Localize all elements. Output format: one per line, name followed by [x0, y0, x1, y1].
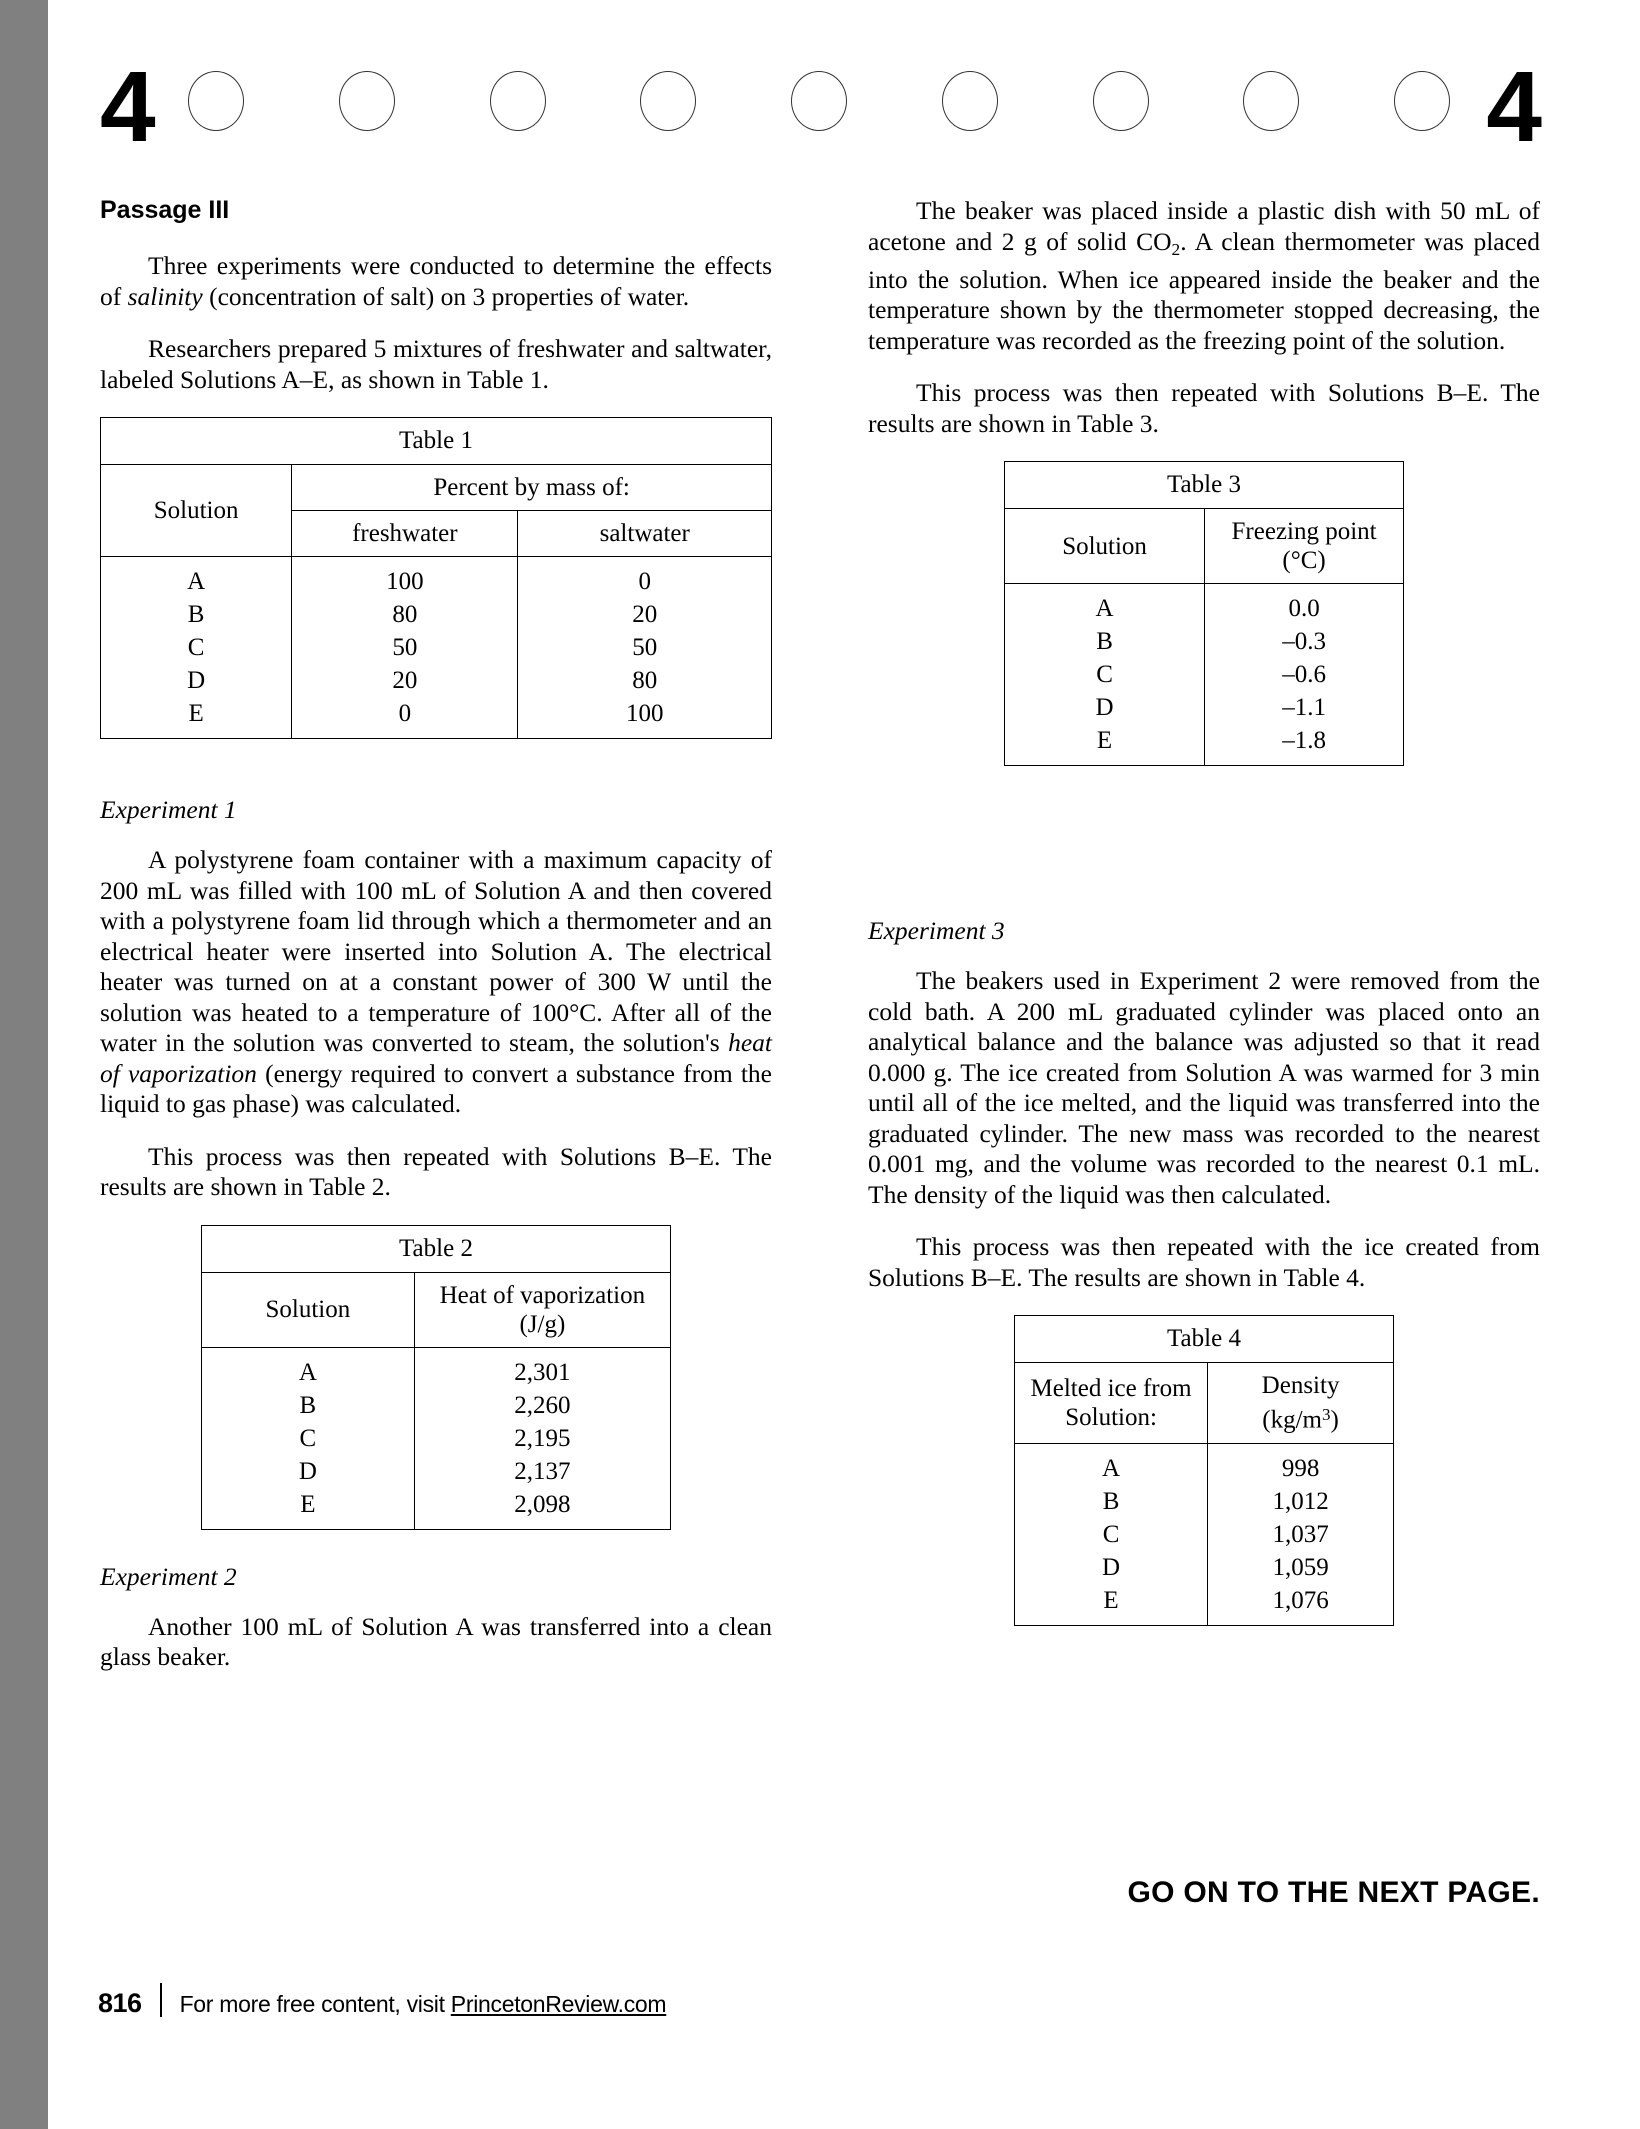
table-2-cell-value: 2,137: [414, 1455, 670, 1488]
table-row: [202, 1347, 671, 1389]
go-on-to-next-page-notice: GO ON TO THE NEXT PAGE.: [1127, 1876, 1540, 1909]
table-4-cell-value: 1,037: [1208, 1518, 1394, 1551]
table-row: [101, 465, 772, 511]
section-number-right: 4: [1486, 51, 1540, 163]
section-number-left: 4: [100, 51, 154, 163]
experiment-2-heading: Experiment 2: [100, 1561, 237, 1591]
table-1-wrapper: [100, 417, 772, 765]
table-4-header-value-line2-pre: (kg/m: [1262, 1406, 1322, 1434]
table-1-cell-freshwater: 50: [292, 631, 518, 664]
table-3: [1004, 461, 1404, 766]
table-4-header-value-line1: Density: [1261, 1372, 1340, 1400]
table-2-header-value-line2: (J/g): [519, 1310, 566, 1338]
header-circle-icon: [339, 71, 395, 131]
table-1: [100, 417, 772, 739]
table-4-cell-solution: D: [1015, 1551, 1208, 1584]
exp2-text-b: . A clean thermometer was placed into the solution. When ice appeared inside the beaker and the temperature shown by the thermometer stopped decreasing, the temperature was recorded as the freezing point of the solution.: [868, 226, 1540, 355]
table-2-cell-value: 2,195: [414, 1422, 670, 1455]
table-1-cell-freshwater: 0: [292, 697, 518, 739]
table-3-cell-solution: D: [1005, 691, 1205, 724]
header-circle-icon: [1093, 71, 1149, 131]
table-1-cell-freshwater: 80: [292, 598, 518, 631]
table-row: [101, 598, 772, 631]
co2-subscript: 2: [1171, 239, 1181, 259]
table-3-header-value: [1205, 509, 1404, 584]
table-1-cell-saltwater: 20: [518, 598, 772, 631]
table-3-header-value-line1: Freezing point: [1231, 518, 1377, 546]
table-2-cell-value: 2,260: [414, 1389, 670, 1422]
table-3-cell-value: –1.1: [1205, 691, 1404, 724]
experiment-2-paragraph-1: Another 100 mL of Solution A was transferred into a clean glass beaker.: [100, 1611, 772, 1671]
table-3-cell-value: –1.8: [1205, 724, 1404, 766]
table-row: [1005, 691, 1404, 724]
experiment-2-paragraph-3: This process was then repeated with Solutions B–E. The results are shown in Table 3.: [868, 378, 1540, 438]
table-4-cell-value: 1,059: [1208, 1551, 1394, 1584]
intro-paragraph-2: Researchers prepared 5 mixtures of freshwater and saltwater, labeled Solutions A–E, as shown in Table 1.: [100, 334, 772, 394]
table-4-title: Table 4: [1015, 1316, 1394, 1363]
table-row: [1005, 584, 1404, 626]
table-1-cell-solution: B: [101, 598, 292, 631]
table-row: [1015, 1316, 1394, 1363]
table-4-cell-solution: C: [1015, 1518, 1208, 1551]
table-row: [101, 418, 772, 465]
table-3-cell-solution: A: [1005, 584, 1205, 626]
table-row: [1015, 1584, 1394, 1626]
table-4-cell-solution: A: [1015, 1443, 1208, 1485]
table-1-header-solution: Solution: [101, 465, 292, 557]
table-4-cell-solution: E: [1015, 1584, 1208, 1626]
table-4-header-solution-line2: Solution:: [1065, 1404, 1157, 1432]
table-1-subheader-saltwater: saltwater: [518, 511, 772, 557]
table-2-header-value-line1: Heat of vaporization: [439, 1281, 646, 1309]
table-1-cell-solution: E: [101, 697, 292, 739]
intro-paragraph-1: Three experiments were conducted to determine the effects of salinity (concentration of salt) on 3 properties of water.: [100, 251, 772, 311]
italic-term-heat-of-vaporization: heat of vaporization: [100, 1028, 772, 1088]
table-2-wrapper: [100, 1225, 772, 1556]
table-row: [1015, 1485, 1394, 1518]
table-row: [101, 557, 772, 599]
page-header-band: [100, 51, 1540, 165]
table-1-cell-solution: D: [101, 664, 292, 697]
table-4-cell-value: 998: [1208, 1443, 1394, 1485]
table-3-header-value-line2: (°C): [1282, 547, 1326, 575]
table-row: [202, 1422, 671, 1455]
header-circle-row: [188, 71, 1450, 131]
table-row: [1015, 1443, 1394, 1485]
experiment-3-heading: Experiment 3: [868, 916, 1005, 946]
table-4-header-solution: [1015, 1363, 1208, 1444]
table-3-wrapper: [868, 461, 1540, 792]
experiment-3-paragraph-2: This process was then repeated with the ice created from Solutions B–E. The results are shown in Table 4.: [868, 1232, 1540, 1292]
table-4-header-solution-line1: Melted ice from: [1030, 1375, 1192, 1403]
table-row: [202, 1488, 671, 1530]
table-1-cell-saltwater: 0: [518, 557, 772, 599]
page-edge-gray-bar: [0, 0, 48, 2129]
table-4: [1014, 1315, 1394, 1626]
table-4-wrapper: [868, 1315, 1540, 1652]
table-4-header-value: [1208, 1363, 1394, 1444]
table-1-cell-freshwater: 100: [292, 557, 518, 599]
table-3-cell-value: –0.3: [1205, 625, 1404, 658]
table-3-cell-value: 0.0: [1205, 584, 1404, 626]
header-circle-icon: [188, 71, 244, 131]
table-row: [101, 631, 772, 664]
table-row: [1005, 658, 1404, 691]
table-row: [1005, 462, 1404, 509]
table-2-cell-solution: D: [202, 1455, 415, 1488]
experiment-2-paragraph-2: [868, 196, 1540, 356]
table-2-cell-solution: E: [202, 1488, 415, 1530]
table-row: [1005, 724, 1404, 766]
left-column: [100, 196, 772, 1695]
table-2-cell-solution: A: [202, 1347, 415, 1389]
table-4-cell-solution: B: [1015, 1485, 1208, 1518]
table-1-cell-saltwater: 50: [518, 631, 772, 664]
table-2-header-value: [414, 1272, 670, 1347]
table-1-cell-saltwater: 80: [518, 664, 772, 697]
page-number: 816: [98, 1988, 142, 2018]
table-3-cell-solution: E: [1005, 724, 1205, 766]
footer-divider: [160, 1983, 162, 2017]
table-2-cell-solution: B: [202, 1389, 415, 1422]
header-circle-icon: [942, 71, 998, 131]
table-2-cell-value: 2,301: [414, 1347, 670, 1389]
table-row: [1005, 625, 1404, 658]
table-3-cell-solution: B: [1005, 625, 1205, 658]
header-circle-icon: [490, 71, 546, 131]
footer-note-link[interactable]: PrincetonReview.com: [450, 1991, 667, 2017]
table-1-subheader-freshwater: freshwater: [292, 511, 518, 557]
table-4-cell-value: 1,012: [1208, 1485, 1394, 1518]
exp1-text-post: (energy required to convert a substance from the liquid to gas phase) was calculated.: [100, 1058, 772, 1118]
exp1-text-pre: A polystyrene foam container with a maximum capacity of 200 mL was filled with 100 mL of Solution A and then covered with a polystyrene foam lid through which a thermometer and an electrical heater were inserted into Solution A. The electrical heater was turned on at a constant power of 300 W until the solution was heated to a temperature of 100°C. After all of the water in the solution was converted to steam, the solution's: [100, 845, 772, 1057]
header-circle-icon: [1394, 71, 1450, 131]
table-row: [101, 697, 772, 739]
table-1-cell-freshwater: 20: [292, 664, 518, 697]
experiment-1-heading: Experiment 1: [100, 795, 237, 824]
table-1-cell-solution: C: [101, 631, 292, 664]
table-row: [1015, 1363, 1394, 1444]
italic-term-salinity: salinity: [127, 281, 203, 311]
table-row: [202, 1389, 671, 1422]
cubic-superscript: 3: [1322, 1405, 1331, 1425]
table-row: [202, 1455, 671, 1488]
table-1-cell-saltwater: 100: [518, 697, 772, 739]
table-1-group-header: Percent by mass of:: [292, 465, 772, 511]
column-spacer: [868, 792, 1540, 910]
table-row: [202, 1225, 671, 1272]
table-2-title: Table 2: [202, 1225, 671, 1272]
exp2-text-a: The beaker was placed inside a plastic dish with 50 mL of acetone and 2 g of solid CO: [868, 196, 1540, 256]
table-row: [202, 1272, 671, 1347]
passage-title: Passage III: [100, 196, 230, 224]
experiment-1-paragraph-1: [100, 845, 772, 1120]
experiment-3-paragraph-1: The beakers used in Experiment 2 were removed from the cold bath. A 200 mL graduated cylinder was placed onto an analytical balance and the balance was adjusted so that it read 0.000 g. The ice created from Solution A was warmed for 3 min until all of the ice melted, and the liquid was transferred into the graduated cylinder. The new mass was recorded to the nearest 0.001 mg, and the volume was recorded to the nearest 0.1 mL. The density of the liquid was then calculated.: [868, 966, 1540, 1209]
table-4-cell-value: 1,076: [1208, 1584, 1394, 1626]
table-2-header-solution: Solution: [202, 1272, 415, 1347]
table-3-cell-value: –0.6: [1205, 658, 1404, 691]
header-circle-icon: [640, 71, 696, 131]
footer-note: [180, 1991, 667, 2018]
table-2-cell-solution: C: [202, 1422, 415, 1455]
table-3-cell-solution: C: [1005, 658, 1205, 691]
footer-note-prefix: For more free content, visit: [179, 1991, 451, 2017]
table-2: [201, 1225, 671, 1530]
page-footer: [98, 1978, 666, 2019]
table-4-header-value-line2-post: ): [1330, 1406, 1339, 1434]
table-row: [1015, 1518, 1394, 1551]
table-row: [1015, 1551, 1394, 1584]
table-2-cell-value: 2,098: [414, 1488, 670, 1530]
table-1-cell-solution: A: [101, 557, 292, 599]
passage-body: [100, 196, 1540, 1756]
table-row: [101, 664, 772, 697]
header-circle-icon: [791, 71, 847, 131]
right-column: [868, 196, 1540, 1652]
header-circle-icon: [1243, 71, 1299, 131]
table-1-title: Table 1: [101, 418, 772, 465]
table-row: [1005, 509, 1404, 584]
table-3-header-solution: Solution: [1005, 509, 1205, 584]
experiment-1-paragraph-2: This process was then repeated with Solutions B–E. The results are shown in Table 2.: [100, 1141, 772, 1201]
table-3-title: Table 3: [1005, 462, 1404, 509]
